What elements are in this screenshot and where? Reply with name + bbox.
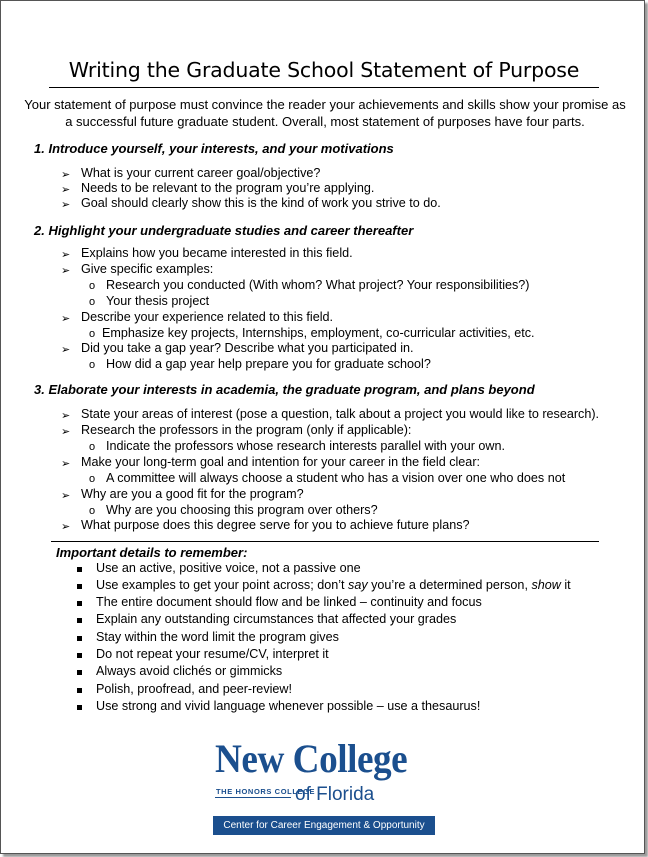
arrow-bullet: ➢ (61, 410, 71, 422)
important-item: Do not repeat your resume/CV, interpret it (96, 647, 329, 661)
section-heading-elaborate: 3. Elaborate your interests in academia, the graduate program, and plans beyond (34, 382, 535, 397)
square-bullet (77, 618, 82, 623)
sub-list-item: Research you conducted (With whom? What project? Your responsibilities?) (106, 278, 530, 292)
title-underline (49, 87, 599, 88)
square-bullet (77, 636, 82, 641)
circle-bullet: o (89, 441, 96, 453)
list-item: Needs to be relevant to the program you’re applying. (81, 181, 375, 195)
important-item-text: Use examples to get your point across; don’t (96, 578, 349, 592)
logo-banner: Center for Career Engagement & Opportunity (213, 816, 435, 835)
list-item: Why are you a good fit for the program? (81, 487, 304, 501)
circle-bullet: o (89, 473, 96, 485)
important-item-text: it (560, 578, 571, 592)
important-item: Explain any outstanding circumstances that affected your grades (96, 612, 457, 626)
circle-bullet: o (89, 328, 96, 340)
logo-wordmark-of-florida: of Florida (295, 784, 375, 805)
important-heading: Important details to remember: (56, 545, 248, 560)
list-item: Make your long-term goal and intention for your career in the field clear: (81, 455, 481, 469)
list-item: Explains how you became interested in this field. (81, 246, 353, 260)
square-bullet (77, 688, 82, 693)
logo-tagline: THE HONORS COLLEGE (216, 787, 316, 796)
new-college-logo (213, 736, 437, 839)
arrow-bullet: ➢ (61, 199, 71, 211)
circle-bullet: o (89, 280, 96, 292)
logo-wordmark-new-college: New College (215, 736, 408, 781)
sub-list-item: Indicate the professors whose research interests parallel with your own. (106, 439, 505, 453)
square-bullet (77, 705, 82, 710)
sub-list-item: A committee will always choose a student who has a vision over one who does not (106, 471, 566, 485)
sub-list-item: How did a gap year help prepare you for graduate school? (106, 357, 431, 371)
list-item: What purpose does this degree serve for you to achieve future plans? (81, 518, 470, 532)
square-bullet (77, 653, 82, 658)
list-item: Did you take a gap year? Describe what you participated in. (81, 341, 414, 355)
arrow-bullet: ➢ (61, 265, 71, 277)
important-item-text: you’re a determined person, (367, 578, 532, 592)
important-item: The entire document should flow and be linked – continuity and focus (96, 595, 482, 609)
circle-bullet: o (89, 505, 96, 517)
list-item: Goal should clearly show this is the kind of work you strive to do. (81, 196, 441, 210)
page-title: Writing the Graduate School Statement of Purpose (68, 58, 580, 82)
list-item: Describe your experience related to this field. (81, 310, 334, 324)
square-bullet (77, 670, 82, 675)
sub-list-item: Emphasize key projects, Internships, employment, co-curricular activities, etc. (102, 326, 535, 340)
important-item (96, 578, 571, 592)
list-item: State your areas of interest (pose a question, talk about a project you would like to research). (81, 407, 600, 421)
list-item: Give specific examples: (81, 262, 214, 276)
arrow-bullet: ➢ (61, 490, 71, 502)
square-bullet (77, 584, 82, 589)
emphasis-show: show (531, 578, 561, 592)
square-bullet (77, 567, 82, 572)
arrow-bullet: ➢ (61, 344, 71, 356)
important-item: Use strong and vivid language whenever possible – use a thesaurus! (96, 699, 481, 713)
logo-tagline-rule (215, 797, 291, 798)
square-bullet (77, 601, 82, 606)
important-divider (51, 541, 599, 542)
section-heading-introduce: 1. Introduce yourself, your interests, and your motivations (34, 141, 394, 156)
important-item: Polish, proofread, and peer-review! (96, 682, 293, 696)
sub-list-item: Why are you choosing this program over others? (106, 503, 378, 517)
circle-bullet: o (89, 296, 96, 308)
list-item: Research the professors in the program (only if applicable): (81, 423, 412, 437)
arrow-bullet: ➢ (61, 313, 71, 325)
arrow-bullet: ➢ (61, 426, 71, 438)
circle-bullet: o (89, 359, 96, 371)
section-heading-highlight: 2. Highlight your undergraduate studies and career thereafter (34, 223, 414, 238)
arrow-bullet: ➢ (61, 249, 71, 261)
arrow-bullet: ➢ (61, 184, 71, 196)
important-item: Stay within the word limit the program gives (96, 630, 339, 644)
intro-paragraph: Your statement of purpose must convince the reader your achievements and skills show your promise as a successful future graduate student. Overall, most statement of purposes have four parts. (24, 97, 626, 129)
arrow-bullet: ➢ (61, 458, 71, 470)
arrow-bullet: ➢ (61, 521, 71, 533)
emphasis-say: say (348, 578, 368, 592)
list-item: What is your current career goal/objective? (81, 166, 321, 180)
important-item: Always avoid clichés or gimmicks (96, 664, 283, 678)
sub-list-item: Your thesis project (106, 294, 210, 308)
arrow-bullet: ➢ (61, 169, 71, 181)
important-item: Use an active, positive voice, not a passive one (96, 561, 361, 575)
